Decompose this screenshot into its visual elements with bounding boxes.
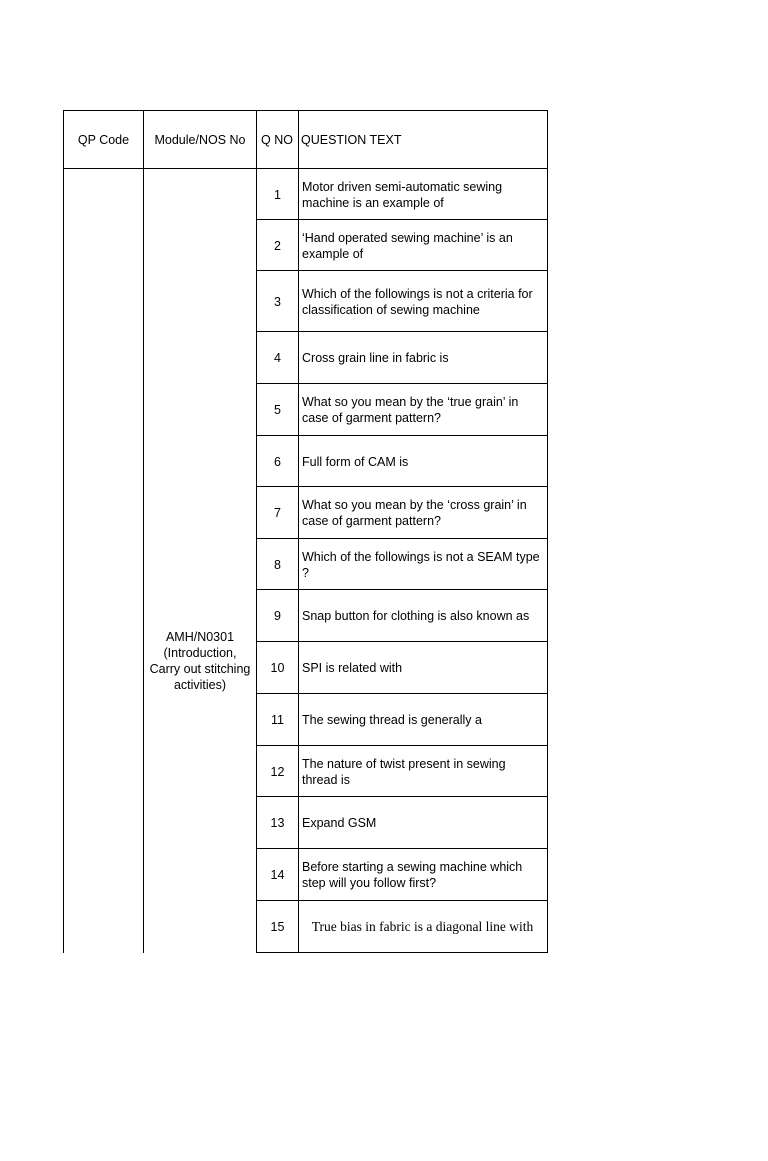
question-number: 10	[270, 661, 285, 675]
row-divider	[256, 900, 548, 901]
row-divider	[256, 538, 548, 539]
question-number: 11	[271, 713, 284, 727]
question-text: The sewing thread is generally a	[302, 713, 482, 727]
question-text: Before starting a sewing machine which step will you follow first?	[302, 860, 523, 890]
question-text: ‘Hand operated sewing machine’ is an example of	[302, 230, 513, 261]
question-text: Cross grain line in fabric is	[302, 351, 449, 365]
column-divider-1	[143, 110, 144, 953]
question-number: 15	[270, 920, 285, 934]
header-bottom-border	[63, 168, 548, 169]
header-q-no: Q NO	[261, 132, 293, 147]
row-divider	[256, 952, 548, 953]
row-divider	[256, 435, 548, 436]
table-top-border	[63, 110, 548, 111]
qp-code-cell	[63, 169, 144, 953]
row-divider	[256, 270, 548, 271]
table-left-border	[63, 110, 64, 953]
question-text: SPI is related with	[302, 661, 403, 675]
row-divider	[256, 796, 548, 797]
question-text: The nature of twist present in sewing thread is	[302, 756, 506, 787]
question-number: 7	[274, 506, 281, 520]
question-number: 3	[274, 294, 281, 309]
row-divider	[256, 848, 548, 849]
row-divider	[256, 486, 548, 487]
question-number: 2	[274, 238, 281, 253]
question-text: Snap button for clothing is also known as	[302, 609, 530, 623]
column-divider-2	[256, 110, 257, 953]
question-text: What so you mean by the ‘cross grain’ in case of garment pattern?	[302, 498, 527, 528]
question-number: 5	[274, 403, 281, 417]
question-text: Which of the followings is not a SEAM type ?	[302, 549, 540, 580]
question-number: 4	[274, 351, 281, 365]
question-text: Full form of CAM is	[302, 454, 409, 469]
column-divider-3	[298, 110, 299, 953]
question-text: True bias in fabric is a diagonal line with	[311, 919, 534, 934]
module-nos-cell: AMH/N0301 (Introduction, Carry out stitching activities)	[149, 630, 251, 692]
question-text: Which of the followings is not a criteria for classification of sewing machine	[302, 286, 533, 317]
question-number: 13	[270, 816, 285, 830]
question-text: Expand GSM	[302, 816, 377, 830]
header-question-text: QUESTION TEXT	[301, 132, 402, 147]
question-number: 6	[274, 454, 281, 469]
question-number: 14	[270, 868, 285, 882]
table-right-border	[547, 110, 548, 953]
question-number: 8	[274, 557, 281, 572]
header-module-nos: Module/NOS No	[154, 132, 246, 147]
row-divider	[256, 331, 548, 332]
question-number: 1	[274, 187, 281, 202]
header-qp-code: QP Code	[77, 132, 130, 147]
question-text: Motor driven semi-automatic sewing machine is an example of	[302, 179, 503, 210]
question-number: 9	[274, 609, 281, 623]
row-divider	[256, 589, 548, 590]
row-divider	[256, 641, 548, 642]
row-divider	[256, 745, 548, 746]
row-divider	[256, 693, 548, 694]
question-number: 12	[270, 764, 285, 779]
row-divider	[256, 383, 548, 384]
question-text: What so you mean by the ‘true grain’ in case of garment pattern?	[302, 395, 519, 425]
row-divider	[256, 219, 548, 220]
